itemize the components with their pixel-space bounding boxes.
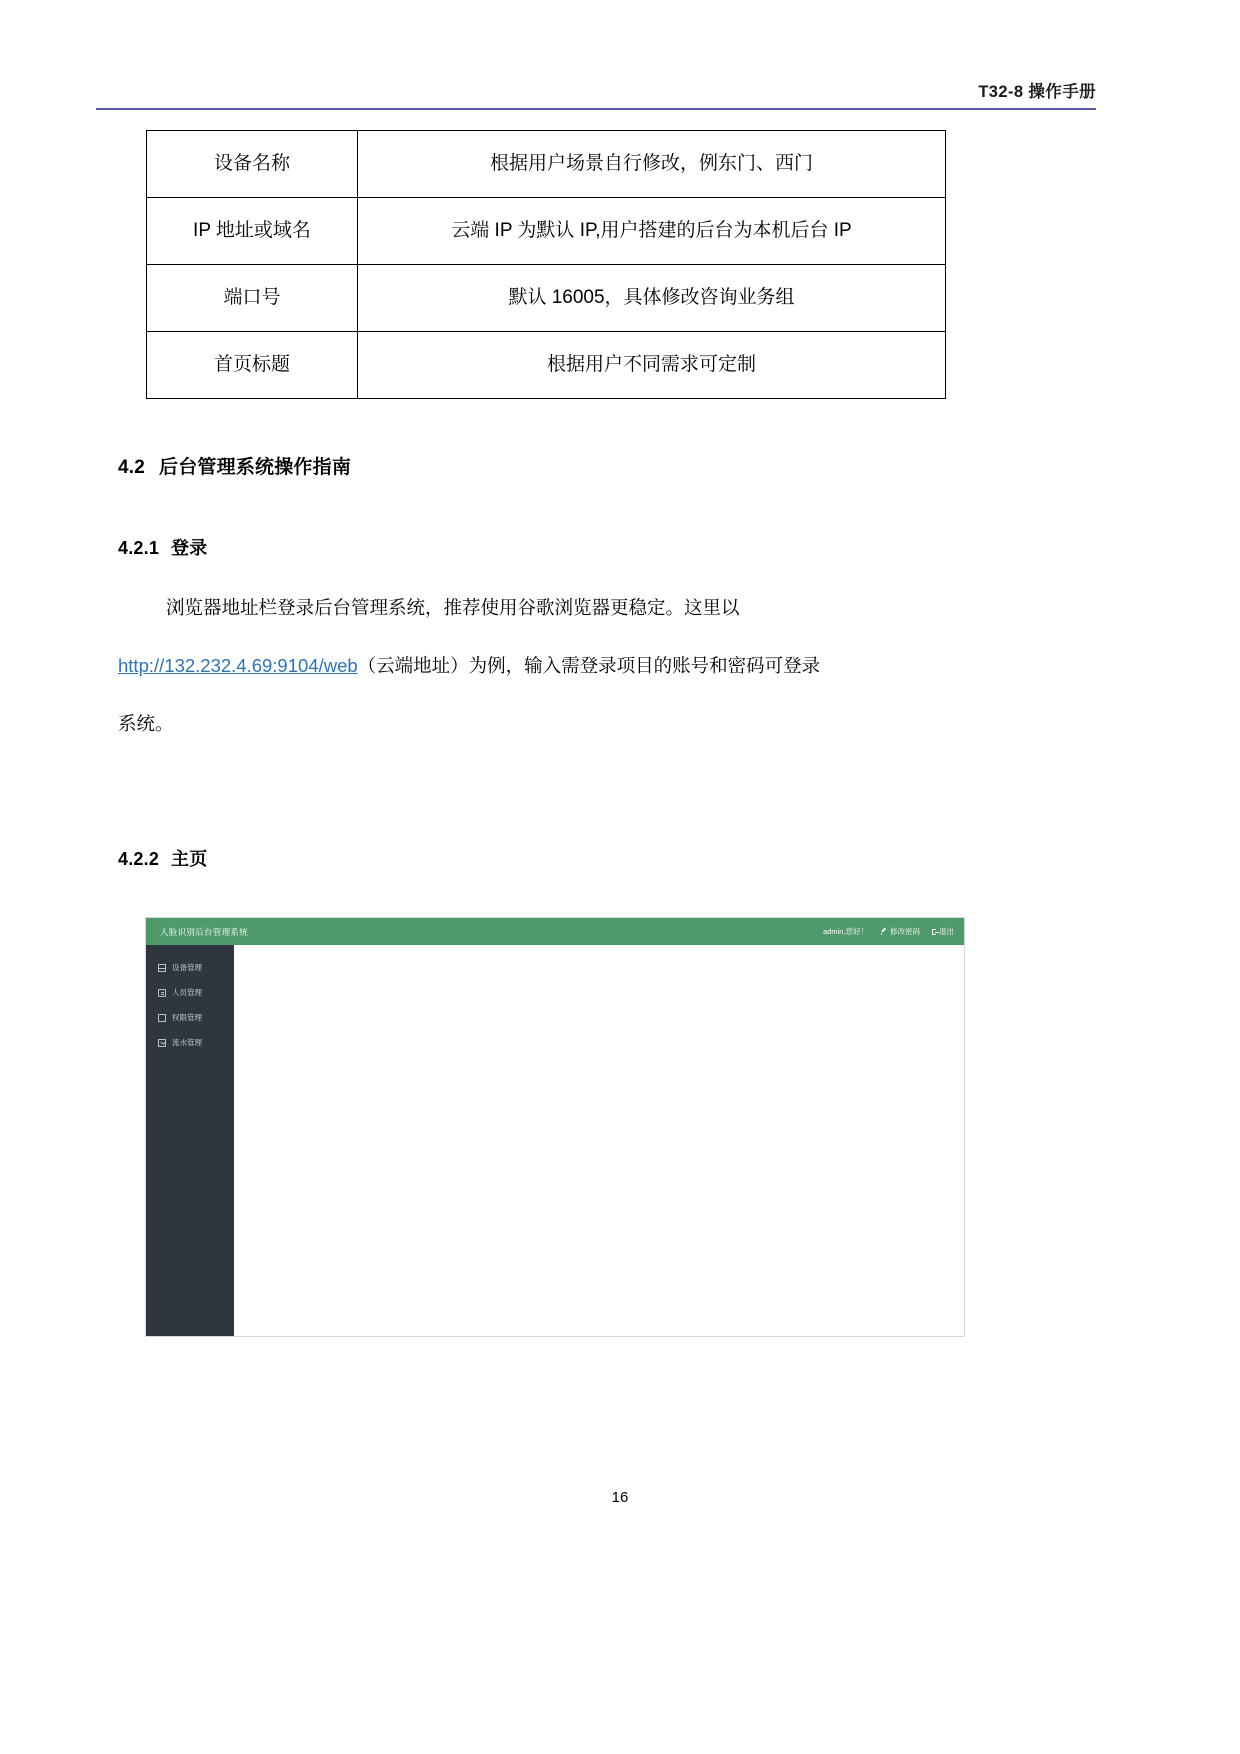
page-number: 16 xyxy=(611,1489,629,1506)
login-url-link[interactable]: http://132.232.4.69:9104/web xyxy=(118,655,358,676)
table-cell-label: 首页标题 xyxy=(147,332,358,399)
app-content-area xyxy=(234,945,964,1336)
section-title: 主页 xyxy=(171,849,208,869)
grid-icon xyxy=(158,964,166,972)
section-heading-4-2-1 xyxy=(118,534,207,560)
table-row xyxy=(147,265,946,332)
screenshot-figure xyxy=(145,917,965,1337)
sidebar-item-label: 流水管理 xyxy=(172,1038,202,1047)
section-number: 4.2.1 xyxy=(118,538,160,558)
table-cell-value: 根据用户场景自行修改，例东门、西门 xyxy=(358,131,946,198)
table-cell-value: 默认 16005，具体修改咨询业务组 xyxy=(358,265,946,332)
paragraph-login-end: 系统。 xyxy=(118,713,174,734)
section-number: 4.2 xyxy=(118,457,146,478)
paragraph-login-url-rest: （云端地址）为例，输入需登录项目的账号和密码可登录 xyxy=(357,655,821,676)
table-cell-label: 设备名称 xyxy=(147,131,358,198)
sidebar-item-label: 设备管理 xyxy=(172,963,202,972)
sidebar-item-person-management[interactable] xyxy=(146,980,234,1005)
square-icon xyxy=(158,1014,166,1022)
table-cell-value: 云端 IP 为默认 IP,用户搭建的后台为本机后台 IP xyxy=(358,198,946,265)
change-password-button[interactable] xyxy=(880,926,920,937)
sidebar-item-device-management[interactable] xyxy=(146,955,234,980)
user-greeting: admin,您好！ xyxy=(822,927,868,936)
app-topbar-actions xyxy=(823,926,954,937)
section-heading-4-2 xyxy=(118,452,351,479)
section-title: 后台管理系统操作指南 xyxy=(159,457,352,478)
exit-icon xyxy=(932,929,936,935)
table-cell-label: IP 地址或域名 xyxy=(147,198,358,265)
paragraph-login-intro: 浏览器地址栏登录后台管理系统，推荐使用谷歌浏览器更稳定。这里以 xyxy=(166,597,740,618)
table-cell-value: 根据用户不同需求可定制 xyxy=(358,332,946,399)
sidebar-item-label: 人员管理 xyxy=(172,988,202,997)
table-row xyxy=(147,332,946,399)
sidebar-item-label: 权限管理 xyxy=(172,1013,202,1022)
section-title: 登录 xyxy=(171,538,208,558)
spec-table xyxy=(146,130,946,399)
table-cell-label: 端口号 xyxy=(147,265,358,332)
app-topbar xyxy=(146,918,964,945)
logout-button[interactable] xyxy=(932,926,954,937)
section-number: 4.2.2 xyxy=(118,849,160,869)
logout-label: 退出 xyxy=(939,927,954,936)
check-icon xyxy=(158,1039,166,1047)
sidebar-item-record-management[interactable] xyxy=(146,1030,234,1055)
table-row xyxy=(147,198,946,265)
pencil-icon xyxy=(880,928,887,935)
paragraph-login-url xyxy=(118,648,1118,683)
table-row xyxy=(147,131,946,198)
app-brand-title: 人脸识别后台管理系统 xyxy=(160,926,249,937)
section-heading-4-2-2 xyxy=(118,845,207,871)
doc-icon xyxy=(158,989,166,997)
app-sidebar xyxy=(146,945,234,1336)
change-password-label: 修改密码 xyxy=(890,927,920,936)
sidebar-item-permission-management[interactable] xyxy=(146,1005,234,1030)
header-divider xyxy=(96,108,1096,110)
header-title: T32-8 操作手册 xyxy=(978,83,1096,101)
document-header xyxy=(96,78,1096,110)
